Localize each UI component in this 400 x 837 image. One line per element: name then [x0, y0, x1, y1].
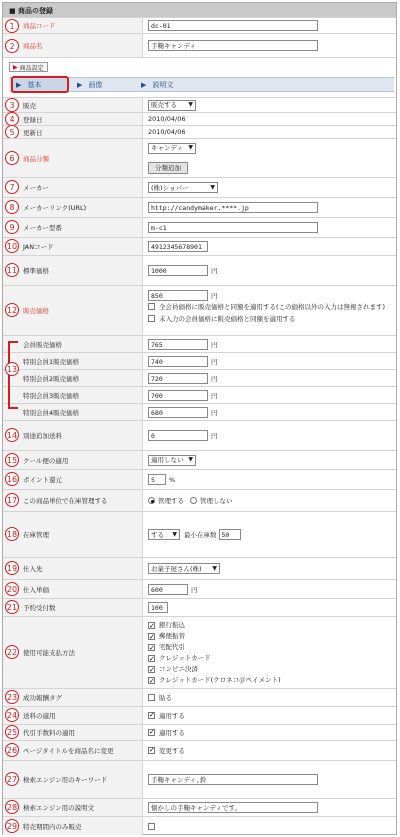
member-price-input[interactable]: 765 [148, 339, 208, 350]
chevron-down-icon: ▼ [212, 564, 217, 572]
maker-model-label: メーカー型番 [3, 218, 143, 237]
step-badge-11: 11 [5, 263, 19, 277]
seo-description-input[interactable]: 懐かしの手鞠キャンディです。 [148, 802, 318, 813]
payment-option-label: クレジットカード [159, 654, 211, 662]
product-code-input[interactable]: dc-01 [148, 20, 318, 31]
row-cod-fee [3, 724, 396, 740]
payment-checkbox[interactable] [148, 622, 155, 629]
special-member-4-price-label: 特別会員4販売価格 [3, 404, 143, 420]
product-code-label: 商品コード [3, 18, 143, 33]
affiliate-tag-label: 成功報酬タグ [3, 689, 143, 706]
payment-option[interactable] [148, 664, 396, 675]
cod-fee-checkbox[interactable] [148, 729, 155, 736]
registered-date-value: 2010/04/06 [148, 115, 186, 123]
row-special-member-2-price [3, 369, 396, 386]
seo-keywords-input[interactable]: 手鞠キャンディ,鈴 [148, 774, 318, 785]
step-badge-6: 6 [5, 151, 19, 165]
member-price-label: 会員販売価格 [3, 336, 143, 352]
row-product-code [3, 17, 396, 33]
step-badge-25: 25 [5, 725, 19, 739]
title-change-label: ページタイトルを商品名に変更 [3, 741, 143, 760]
title-change-option-label: 変更する [159, 747, 185, 755]
row-list-price [3, 255, 396, 285]
unit-percent: % [169, 475, 176, 484]
sale-label: 販売 [3, 98, 143, 112]
affiliate-tag-checkbox[interactable] [148, 694, 155, 701]
sale-price-input[interactable]: 850 [148, 290, 208, 301]
add-category-button[interactable]: 分類追加 [148, 162, 188, 174]
bracket-bottom [8, 407, 18, 409]
step-badge-15: 15 [5, 453, 19, 467]
step-badge-13: 13 [5, 362, 19, 376]
chevron-down-icon: ▼ [210, 183, 215, 191]
row-special-member-4-price [3, 403, 396, 420]
chevron-down-icon: ▼ [188, 456, 193, 463]
tab-images-label: 画像 [88, 81, 103, 89]
registered-date-label: 登録日 [3, 113, 143, 125]
unit-yen: 円 [211, 391, 218, 400]
apply-all-members-checkbox[interactable] [148, 303, 155, 310]
row-affiliate-tag [3, 688, 396, 706]
payment-option[interactable] [148, 642, 396, 653]
payment-option[interactable] [148, 653, 396, 664]
jan-code-label: JANコード [3, 238, 143, 255]
maker-select-value: (株)ショパー [151, 183, 189, 192]
step-badge-10: 10 [5, 239, 19, 253]
step-badge-17: 17 [5, 493, 19, 507]
row-category [3, 138, 396, 177]
step-badge-22: 22 [5, 645, 19, 659]
tab-images[interactable] [77, 78, 139, 92]
step-badge-5: 5 [5, 125, 19, 139]
step-badge-12: 12 [5, 303, 19, 317]
manage-radio[interactable] [148, 497, 155, 504]
special-member-2-price-label: 特別会員2販売価格 [3, 370, 143, 386]
row-supplier [3, 557, 396, 579]
row-jan-code [3, 237, 396, 255]
step-badge-2: 2 [5, 39, 19, 53]
payment-checkbox[interactable] [148, 677, 155, 684]
sale-select[interactable] [148, 100, 196, 111]
unit-yen: 円 [211, 408, 218, 417]
product-name-input[interactable]: 手鞠キャンディ [148, 40, 318, 51]
step-badge-19: 19 [5, 561, 19, 575]
special-member-3-price-input[interactable]: 700 [148, 390, 208, 401]
special-period-label: 特売期間内のみ販売 [3, 817, 143, 835]
min-stock-input[interactable]: 50 [219, 529, 241, 540]
step-badge-21: 21 [5, 600, 19, 614]
step-badge-16: 16 [5, 472, 19, 486]
payment-checkbox[interactable] [148, 633, 155, 640]
apply-empty-members-label: 未入力の会員価格に販売価格と同額を適用する [159, 315, 296, 323]
category-select-value: キャンディ [151, 144, 183, 152]
row-seo-keywords [3, 760, 396, 798]
row-extra-shipping [3, 420, 396, 450]
points-input[interactable]: 5 [148, 474, 166, 485]
seo-description-label: 検索エンジン用の説明文 [3, 799, 143, 816]
extra-shipping-input[interactable]: 0 [148, 430, 208, 441]
jan-code-input[interactable]: 4912345678901 [148, 241, 208, 252]
triangle-icon: ▶ [13, 63, 18, 71]
list-price-label: 標準価格 [3, 256, 143, 285]
step-badge-29: 29 [5, 819, 19, 833]
maker-select[interactable] [148, 182, 218, 193]
payment-checkbox[interactable] [148, 644, 155, 651]
payment-methods-label: 使用可能支払方法 [3, 617, 143, 688]
row-preorder [3, 598, 396, 616]
product-settings-button[interactable] [9, 62, 48, 72]
preorder-input[interactable]: 100 [148, 602, 168, 613]
product-settings-area [3, 57, 396, 97]
payment-option-label: クレジットカード(クロネコ＠ペイメント) [159, 676, 281, 684]
row-special-period [3, 816, 396, 835]
row-sale-price [3, 285, 396, 335]
maker-link-label: メーカーリンク(URL) [3, 198, 143, 217]
unit-yen: 円 [211, 292, 218, 300]
product-name-label: 商品名 [3, 34, 143, 57]
unit-yen: 円 [211, 340, 218, 349]
step-badge-24: 24 [5, 708, 19, 722]
special-period-checkbox[interactable] [148, 823, 155, 830]
row-stock-unit [3, 489, 396, 511]
tab-description-label: 説明文 [152, 81, 174, 89]
tab-arrow-icon: ▶ [141, 81, 147, 89]
special-member-1-price-label: 特別会員1販売価格 [3, 353, 143, 369]
affiliate-tag-option-label: 貼る [159, 694, 172, 702]
row-shipping-apply [3, 706, 396, 724]
no-manage-radio[interactable] [190, 497, 197, 504]
shipping-apply-label: 送料の適用 [3, 707, 143, 724]
row-seo-description [3, 798, 396, 816]
row-stock [3, 511, 396, 557]
payment-checkbox[interactable] [148, 655, 155, 662]
row-cool-delivery [3, 450, 396, 469]
payment-option-label: 郵便振替 [159, 632, 185, 640]
payment-option-label: コンビニ決済 [159, 665, 198, 673]
extra-shipping-label: 別途追加送料 [3, 421, 143, 450]
maker-link-input[interactable]: http://candymaker.****.jp [148, 202, 318, 213]
row-sale [3, 97, 396, 112]
step-badge-8: 8 [5, 200, 19, 214]
page-title: ■ 商品の登録 [3, 3, 396, 17]
cool-delivery-label: クール便の適用 [3, 451, 143, 469]
row-payment-methods [3, 616, 396, 688]
preorder-label: 予約受付数 [3, 599, 143, 616]
unit-yen: 円 [191, 585, 198, 594]
step-badge-28: 28 [5, 800, 19, 814]
tab-basic-label: 基本 [27, 80, 42, 89]
apply-empty-members-checkbox[interactable] [148, 315, 155, 322]
shipping-apply-checkbox[interactable] [148, 712, 155, 719]
payment-option[interactable] [148, 620, 396, 631]
step-badge-3: 3 [5, 98, 19, 112]
row-title-change [3, 740, 396, 760]
cost-input[interactable]: 600 [148, 584, 188, 595]
no-manage-radio-label: 管理しない [200, 497, 233, 505]
step-badge-23: 23 [5, 690, 19, 704]
cool-delivery-select-value: 適用しない [151, 456, 184, 464]
updated-date-label: 更新日 [3, 126, 143, 138]
row-special-member-3-price [3, 386, 396, 403]
row-points [3, 469, 396, 489]
payment-option[interactable] [148, 631, 396, 642]
row-updated-date [3, 125, 396, 138]
step-badge-20: 20 [5, 582, 19, 596]
special-member-4-price-input[interactable]: 680 [148, 407, 208, 418]
points-label: ポイント還元 [3, 470, 143, 489]
cool-delivery-select[interactable] [148, 455, 196, 466]
chevron-down-icon: ▼ [188, 101, 193, 108]
tab-basic[interactable] [11, 76, 69, 93]
chevron-down-icon: ▼ [188, 144, 193, 151]
maker-label: メーカー [3, 178, 143, 197]
stock-select[interactable] [148, 529, 180, 540]
row-registered-date [3, 112, 396, 125]
stock-label: 在庫管理 [3, 512, 143, 557]
payment-option-label: 宅配代引 [159, 643, 185, 651]
row-product-name [3, 33, 396, 57]
payment-option[interactable] [148, 675, 396, 686]
unit-yen: 円 [211, 357, 218, 366]
row-member-price [3, 335, 396, 352]
supplier-select-value: お菓子屋さん(株) [151, 564, 202, 573]
special-member-1-price-input[interactable]: 740 [148, 356, 208, 367]
unit-yen: 円 [211, 432, 218, 440]
shipping-apply-option-label: 適用する [159, 712, 185, 720]
min-stock-label: 最小在庫数 [184, 531, 217, 539]
special-member-2-price-input[interactable]: 720 [148, 373, 208, 384]
sale-price-label: 販売価格 [3, 286, 143, 335]
row-maker-model [3, 217, 396, 237]
sale-select-value: 販売する [151, 101, 177, 109]
cod-fee-option-label: 適用する [159, 729, 185, 737]
step-badge-4: 4 [5, 112, 19, 126]
row-maker [3, 177, 396, 197]
list-price-input[interactable]: 1000 [148, 265, 208, 276]
chevron-down-icon: ▼ [172, 530, 177, 538]
apply-all-members-label: 全会員価格に販売価格と同額を適用する(この価格以外の入力は無視されます) [159, 303, 386, 311]
settings-tab-bar [9, 77, 394, 92]
cost-label: 仕入単価 [3, 580, 143, 598]
stock-select-value: する [151, 530, 164, 539]
row-maker-link [3, 197, 396, 217]
payment-checkbox[interactable] [148, 666, 155, 673]
row-cost [3, 579, 396, 598]
unit-yen: 円 [211, 374, 218, 383]
tab-arrow-icon: ▶ [16, 80, 22, 89]
product-settings-label: 商品設定 [19, 64, 44, 72]
title-change-checkbox[interactable] [148, 747, 155, 754]
category-label: 商品分類 [3, 139, 143, 177]
supplier-label: 仕入先 [3, 558, 143, 579]
category-select[interactable] [148, 143, 196, 154]
step-badge-9: 9 [5, 220, 19, 234]
stock-unit-label: この商品単位で在庫管理する [3, 490, 143, 511]
step-badge-14: 14 [5, 428, 19, 442]
product-registration-panel [2, 2, 397, 835]
unit-yen: 円 [211, 267, 218, 275]
tab-description[interactable] [141, 78, 203, 92]
manage-radio-label: 管理する [158, 497, 184, 505]
updated-date-value: 2010/04/06 [148, 128, 186, 136]
maker-model-input[interactable]: m-c1 [148, 222, 318, 233]
row-special-member-1-price [3, 352, 396, 369]
supplier-select[interactable] [148, 563, 220, 574]
step-badge-26: 26 [5, 743, 19, 757]
tab-arrow-icon: ▶ [77, 81, 83, 89]
step-badge-7: 7 [5, 180, 19, 194]
seo-keywords-label: 検索エンジン用のキーワード [3, 761, 143, 798]
bracket-top [8, 341, 18, 343]
step-badge-27: 27 [5, 772, 19, 786]
payment-option-label: 銀行振込 [159, 621, 185, 629]
step-badge-1: 1 [5, 19, 19, 33]
cod-fee-label: 代引手数料の適用 [3, 725, 143, 740]
special-member-3-price-label: 特別会員3販売価格 [3, 387, 143, 403]
step-badge-18: 18 [5, 527, 19, 541]
